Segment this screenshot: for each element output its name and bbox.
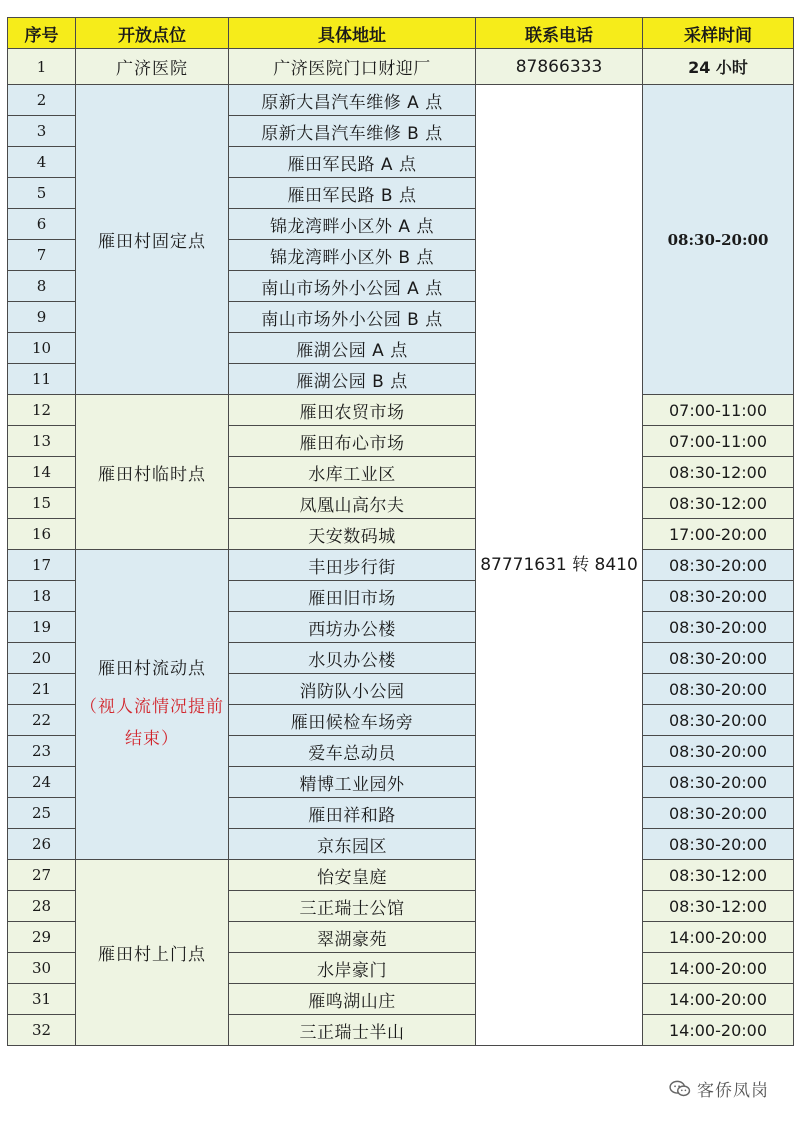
address-cell: 原新大昌汽车维修 A 点 xyxy=(229,85,476,116)
row-number: 30 xyxy=(8,953,76,984)
row-number: 18 xyxy=(8,581,76,612)
address-cell: 雁田军民路 B 点 xyxy=(229,178,476,209)
site-group-label: 雁田村上门点 xyxy=(98,945,206,965)
time-cell: 07:00-11:00 xyxy=(643,426,794,457)
address-cell: 南山市场外小公园 B 点 xyxy=(229,302,476,333)
time-cell: 08:30-20:00 xyxy=(643,829,794,860)
address-cell: 丰田步行街 xyxy=(229,550,476,581)
row-number: 28 xyxy=(8,891,76,922)
sampling-schedule-table xyxy=(7,17,794,1046)
time-cell-fixed: 08:30-20:00 xyxy=(643,85,794,395)
address-cell: 原新大昌汽车维修 B 点 xyxy=(229,116,476,147)
address-cell: 雁田候检车场旁 xyxy=(229,705,476,736)
row-number: 20 xyxy=(8,643,76,674)
row-number: 12 xyxy=(8,395,76,426)
address-cell: 广济医院门口财迎厂 xyxy=(229,49,476,85)
watermark-text: 客侨凤岗 xyxy=(697,1081,769,1101)
address-cell: 精博工业园外 xyxy=(229,767,476,798)
address-cell: 锦龙湾畔小区外 B 点 xyxy=(229,240,476,271)
row-number: 1 xyxy=(8,49,76,85)
address-cell: 雁田旧市场 xyxy=(229,581,476,612)
site-group-cell xyxy=(76,85,229,395)
row-number: 24 xyxy=(8,767,76,798)
time-cell: 08:30-20:00 xyxy=(643,643,794,674)
site-group-cell xyxy=(76,860,229,1046)
row-number: 19 xyxy=(8,612,76,643)
row-number: 31 xyxy=(8,984,76,1015)
header-cell-time: 采样时间 xyxy=(643,18,794,49)
row-number: 29 xyxy=(8,922,76,953)
time-cell: 07:00-11:00 xyxy=(643,395,794,426)
row-number: 17 xyxy=(8,550,76,581)
time-cell: 14:00-20:00 xyxy=(643,1015,794,1046)
row-number: 15 xyxy=(8,488,76,519)
table-row xyxy=(8,550,794,581)
time-cell: 17:00-20:00 xyxy=(643,519,794,550)
row-number: 27 xyxy=(8,860,76,891)
wechat-icon xyxy=(669,1080,691,1098)
row-number: 5 xyxy=(8,178,76,209)
address-cell: 怡安皇庭 xyxy=(229,860,476,891)
row-number: 9 xyxy=(8,302,76,333)
time-cell: 08:30-12:00 xyxy=(643,488,794,519)
time-cell: 08:30-20:00 xyxy=(643,736,794,767)
row-number: 8 xyxy=(8,271,76,302)
address-cell: 水库工业区 xyxy=(229,457,476,488)
time-cell: 08:30-12:00 xyxy=(643,457,794,488)
time-cell: 08:30-20:00 xyxy=(643,705,794,736)
row-number: 10 xyxy=(8,333,76,364)
address-cell: 雁田布心市场 xyxy=(229,426,476,457)
time-cell: 14:00-20:00 xyxy=(643,922,794,953)
address-cell: 南山市场外小公园 A 点 xyxy=(229,271,476,302)
address-cell: 雁湖公园 A 点 xyxy=(229,333,476,364)
shared-phone-cell: 87771631 转 8410 xyxy=(476,85,643,1046)
address-cell: 翠湖豪苑 xyxy=(229,922,476,953)
header-cell-phone: 联系电话 xyxy=(476,18,643,49)
row-number: 4 xyxy=(8,147,76,178)
time-cell: 14:00-20:00 xyxy=(643,953,794,984)
header-cell-address: 具体地址 xyxy=(229,18,476,49)
row-number: 26 xyxy=(8,829,76,860)
time-cell: 14:00-20:00 xyxy=(643,984,794,1015)
time-cell: 08:30-20:00 xyxy=(643,581,794,612)
row-number: 11 xyxy=(8,364,76,395)
address-cell: 京东园区 xyxy=(229,829,476,860)
address-cell: 天安数码城 xyxy=(229,519,476,550)
time-cell: 08:30-20:00 xyxy=(643,674,794,705)
row-number: 22 xyxy=(8,705,76,736)
time-cell: 08:30-20:00 xyxy=(643,767,794,798)
row-number: 13 xyxy=(8,426,76,457)
header-row xyxy=(8,18,794,49)
address-cell: 消防队小公园 xyxy=(229,674,476,705)
address-cell: 水贝办公楼 xyxy=(229,643,476,674)
address-cell: 雁田祥和路 xyxy=(229,798,476,829)
address-cell: 三正瑞士公馆 xyxy=(229,891,476,922)
row-number: 7 xyxy=(8,240,76,271)
phone-cell: 87866333 xyxy=(476,49,643,85)
row-number: 14 xyxy=(8,457,76,488)
early-end-note: （视人流情况提前结束） xyxy=(80,697,224,749)
address-cell: 凤凰山高尔夫 xyxy=(229,488,476,519)
address-cell: 水岸豪门 xyxy=(229,953,476,984)
site-group-label: 雁田村固定点 xyxy=(98,232,206,252)
row-number: 3 xyxy=(8,116,76,147)
address-cell: 雁鸣湖山庄 xyxy=(229,984,476,1015)
time-cell: 08:30-20:00 xyxy=(643,798,794,829)
site-group-label: 雁田村临时点 xyxy=(98,464,206,485)
row-number: 32 xyxy=(8,1015,76,1046)
table-row xyxy=(8,860,794,891)
address-cell: 雁田军民路 A 点 xyxy=(229,147,476,178)
table-row xyxy=(8,49,794,85)
address-cell: 锦龙湾畔小区外 A 点 xyxy=(229,209,476,240)
time-cell: 24 小时 xyxy=(643,49,794,85)
address-cell: 三正瑞士半山 xyxy=(229,1015,476,1046)
header-cell-site: 开放点位 xyxy=(76,18,229,49)
site-group-label: 雁田村流动点 xyxy=(98,659,206,679)
row-number: 21 xyxy=(8,674,76,705)
time-cell: 08:30-12:00 xyxy=(643,891,794,922)
row-number: 2 xyxy=(8,85,76,116)
address-cell: 西坊办公楼 xyxy=(229,612,476,643)
time-cell: 08:30-20:00 xyxy=(643,550,794,581)
address-cell: 雁湖公园 B 点 xyxy=(229,364,476,395)
time-cell: 08:30-20:00 xyxy=(643,612,794,643)
table-row xyxy=(8,395,794,426)
row-number: 23 xyxy=(8,736,76,767)
header-cell-num: 序号 xyxy=(8,18,76,49)
row-number: 6 xyxy=(8,209,76,240)
site-name: 广济医院 xyxy=(76,49,229,85)
row-number: 25 xyxy=(8,798,76,829)
address-cell: 雁田农贸市场 xyxy=(229,395,476,426)
table-row xyxy=(8,85,794,116)
row-number: 16 xyxy=(8,519,76,550)
site-group-cell xyxy=(76,395,229,550)
site-group-cell xyxy=(76,550,229,860)
time-cell: 08:30-12:00 xyxy=(643,860,794,891)
address-cell: 爱车总动员 xyxy=(229,736,476,767)
watermark xyxy=(669,1076,769,1101)
